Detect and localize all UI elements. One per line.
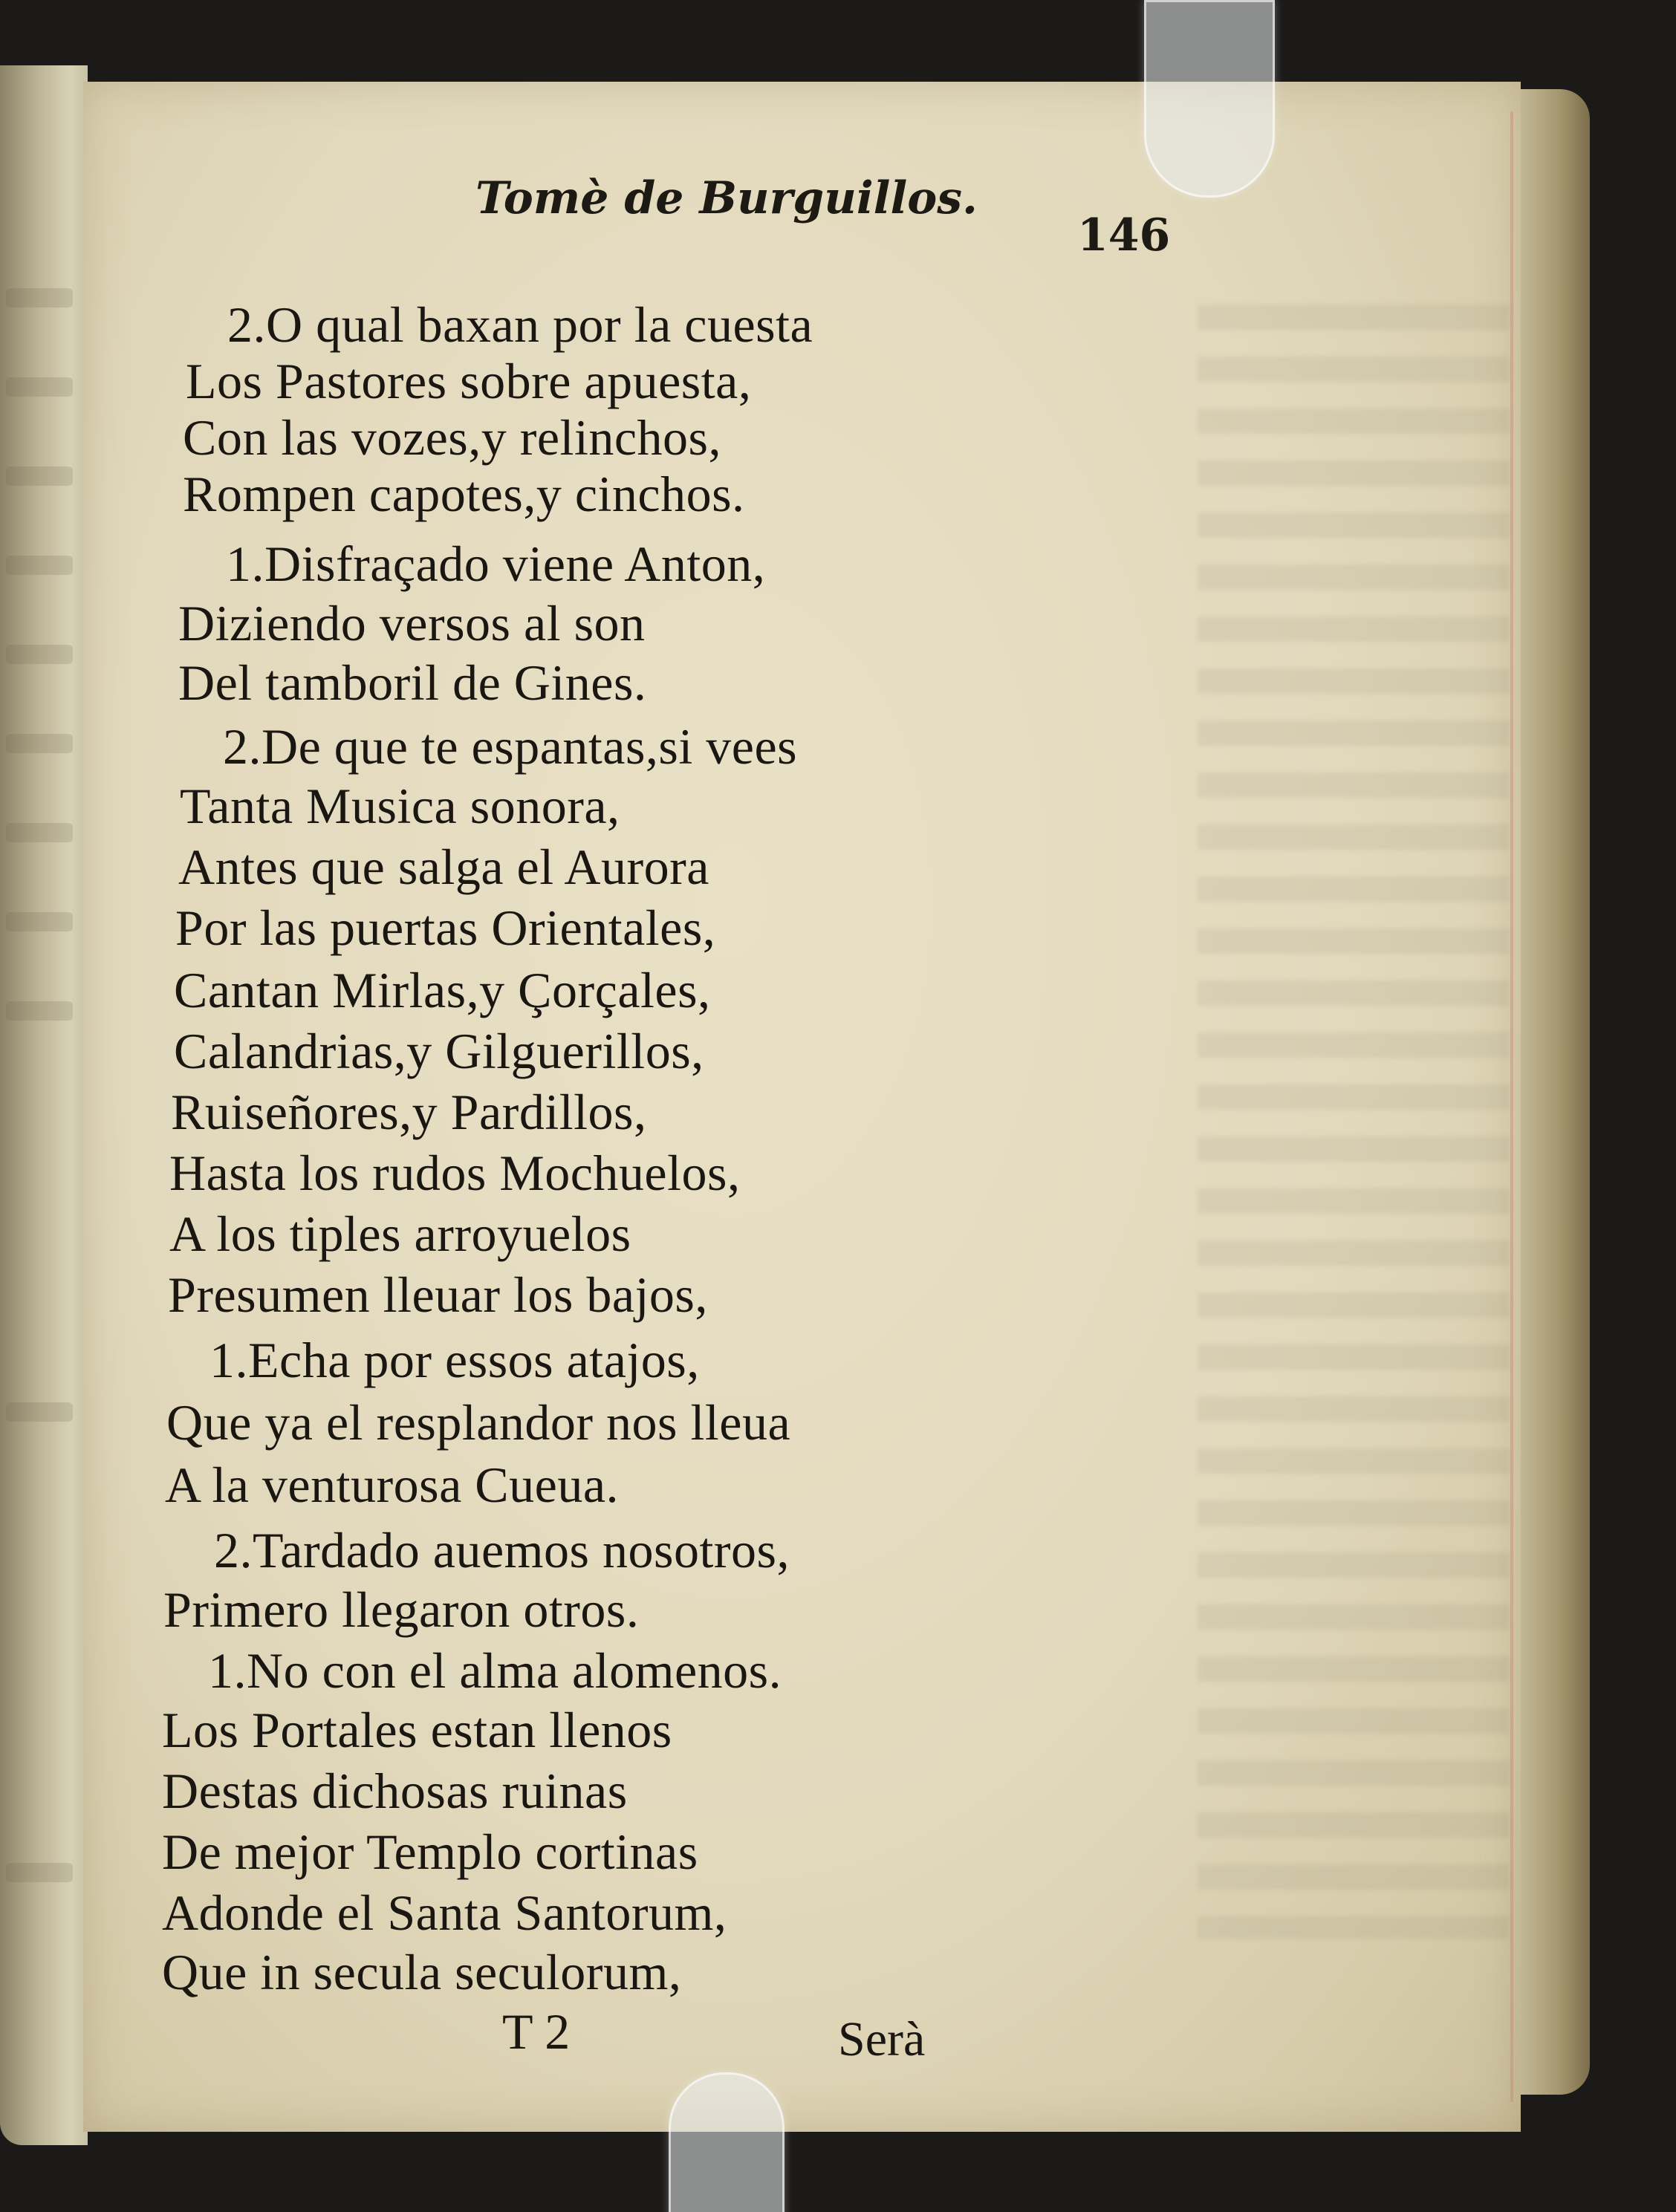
verse-line: 2.Tardado auemos nosotros, xyxy=(214,1522,790,1578)
running-head: Tomè de Burguillos. xyxy=(475,172,978,224)
verse-line: Calandrias,y Gilguerillos, xyxy=(174,1023,704,1079)
verse-line: Por las puertas Orientales, xyxy=(175,900,716,956)
verse-line: Que ya el resplandor nos lleua xyxy=(166,1394,791,1451)
verse-line: A los tiples arroyuelos xyxy=(169,1206,631,1262)
verse-line: Antes que salga el Aurora xyxy=(178,839,709,895)
verse-line: Primero llegaron otros. xyxy=(163,1581,640,1638)
verse-line: 2.De que te espantas,si vees xyxy=(223,718,798,775)
verse-line: Los Portales estan llenos xyxy=(162,1702,672,1758)
verse-line: Ruiseñores,y Pardillos, xyxy=(171,1084,647,1140)
signature-mark: T 2 xyxy=(502,2003,571,2060)
verse-line: 1.No con el alma alomenos. xyxy=(208,1642,782,1699)
verse-line: Presumen lleuar los bajos, xyxy=(168,1266,708,1323)
verse-line: Los Pastores sobre apuesta, xyxy=(186,353,752,409)
verse-line: A la venturosa Cueua. xyxy=(165,1457,620,1513)
verse-line: Hasta los rudos Mochuelos, xyxy=(169,1145,741,1201)
verse-line: Del tamboril de Gines. xyxy=(178,654,647,711)
verse-line: Destas dichosas ruinas xyxy=(162,1763,628,1819)
verse-line: De mejor Templo cortinas xyxy=(162,1824,698,1880)
page-clip-bottom xyxy=(669,2072,785,2212)
verse-line: 1.Echa por essos atajos, xyxy=(210,1332,700,1388)
verse-line: Cantan Mirlas,y Çorçales, xyxy=(174,962,711,1018)
catchword: Serà xyxy=(838,2012,926,2066)
page-clip-top xyxy=(1144,0,1275,198)
page-number: 146 xyxy=(1077,209,1171,261)
verse-line: Con las vozes,y relinchos, xyxy=(183,409,721,466)
verse-line: Tanta Musica sonora, xyxy=(180,778,620,834)
verse-line: 2.O qual baxan por la cuesta xyxy=(227,296,813,353)
verse-line: Que in secula seculorum, xyxy=(162,1944,682,2000)
verse-line: Rompen capotes,y cinchos. xyxy=(183,466,745,522)
verse-line: Diziendo versos al son xyxy=(178,595,646,651)
verse-line: 1.Disfraçado viene Anton, xyxy=(226,536,766,592)
page-edge-line xyxy=(1510,111,1513,2102)
show-through-text xyxy=(1198,305,1510,1939)
verse-line: Adonde el Santa Santorum, xyxy=(162,1884,727,1941)
facing-page-edge xyxy=(0,65,88,2145)
